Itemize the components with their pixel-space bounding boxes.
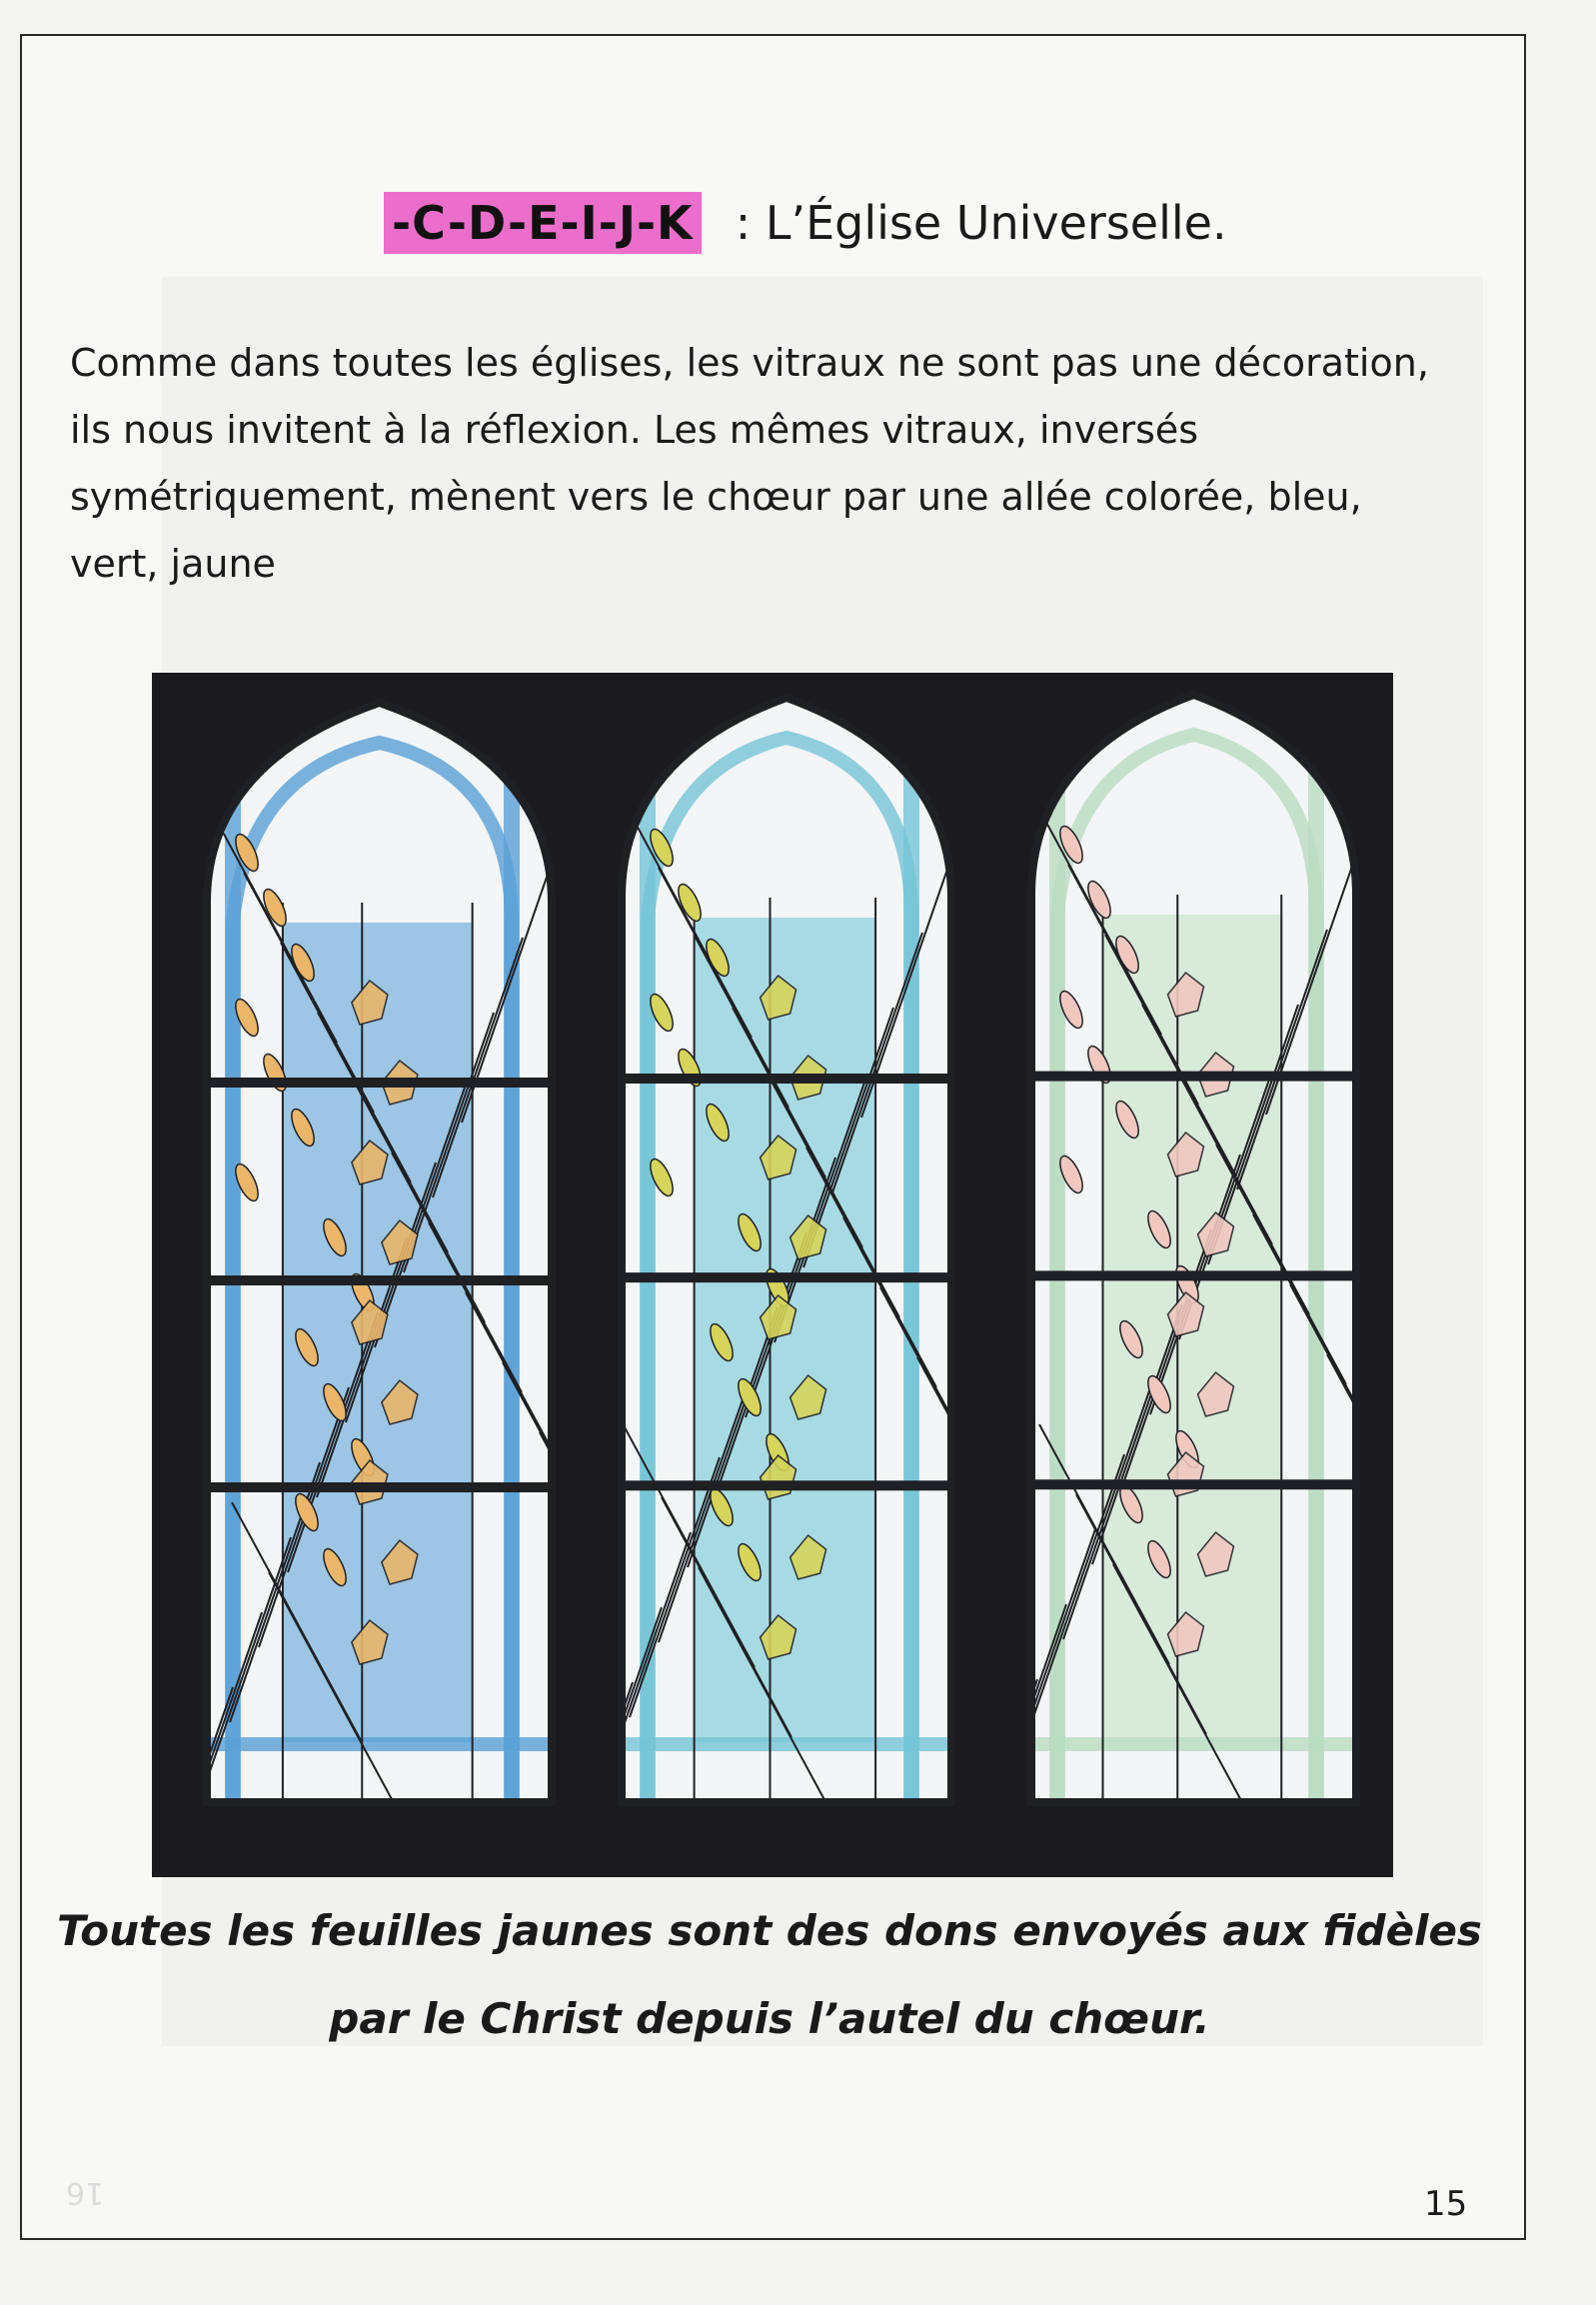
section-title: : L’Église Universelle. [735, 196, 1227, 250]
intro-paragraph [70, 330, 1469, 598]
intro-line: vert, jaune [70, 542, 276, 586]
intro-line: Comme dans toutes les églises, les vitraux ne sont pas une décoration, [70, 341, 1429, 385]
stained-glass-photo [152, 673, 1393, 1877]
stained-glass-illustration [152, 673, 1393, 1877]
section-code-highlight: -C-D-E-I-J-K [384, 192, 702, 254]
caption-line: par le Christ depuis l’autel du chœur. [329, 1994, 1210, 2043]
intro-line: symétriquement, mènent vers le chœur par une allée colorée, bleu, [70, 475, 1362, 519]
caption-line: Toutes les feuilles jaunes sont des dons envoyés aux fidèles [57, 1906, 1482, 1955]
intro-line: ils nous invitent à la réflexion. Les mêmes vitraux, inversés [70, 408, 1199, 452]
section-heading [384, 190, 1227, 256]
page-number: 15 [1424, 2184, 1468, 2224]
bleed-through-page-number: 16 [66, 2175, 105, 2210]
photo-caption [40, 1887, 1499, 2063]
